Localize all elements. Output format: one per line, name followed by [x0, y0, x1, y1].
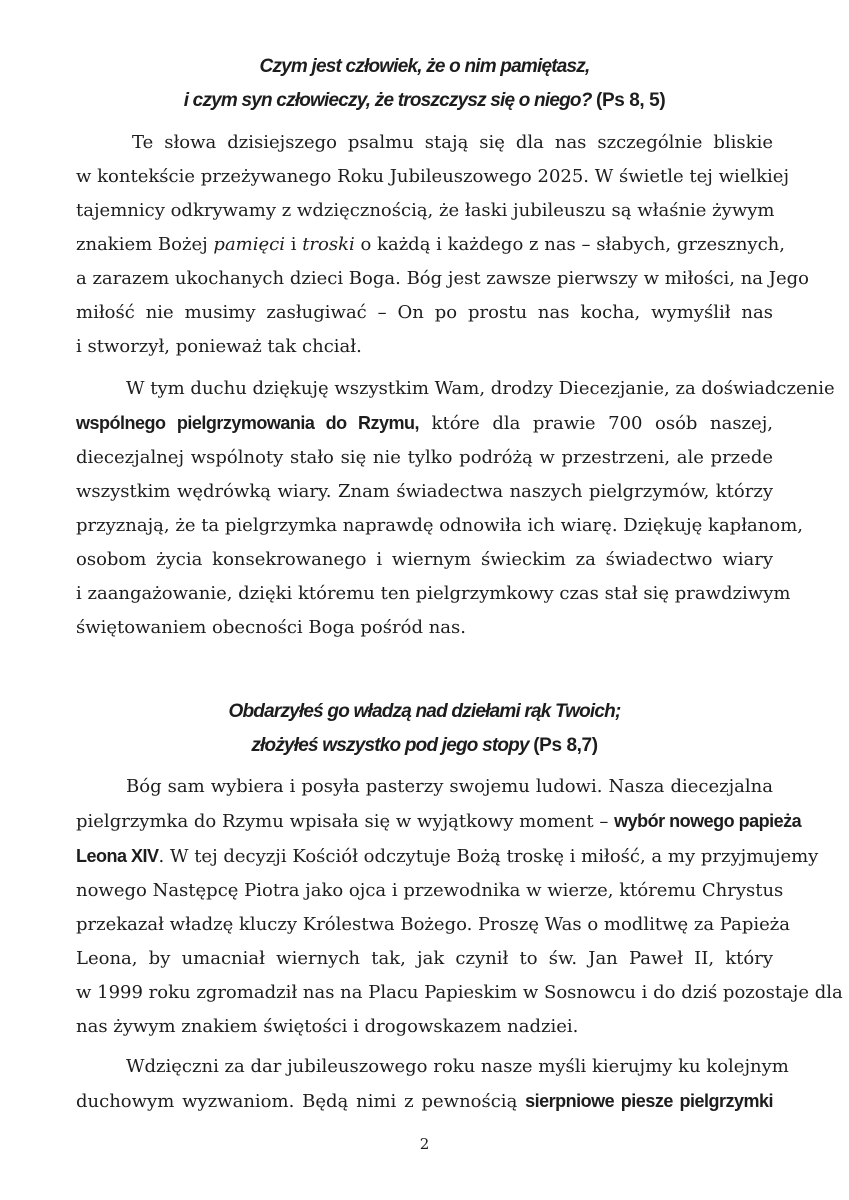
- bold-text: sierpniowe piesze pielgrzymki: [525, 1091, 774, 1111]
- text-line: [76, 406, 773, 441]
- text-line: W tym duchu dziękuję wszystkim Wam, drodzy Diecezjanie, za doświadczenie: [126, 378, 835, 399]
- text-run: które dla prawie 700 osób naszej,: [419, 413, 773, 434]
- text-run: pielgrzymka do Rzymu wpisała się w wyjątkowy moment –: [76, 811, 615, 832]
- italic-word: pamięci: [213, 234, 285, 255]
- heading-line: Obdarzyłeś go władzą nad dziełami rąk Twoich;: [228, 701, 621, 722]
- heading-line: Czym jest człowiek, że o nim pamiętasz,: [259, 56, 590, 77]
- text-line: w 1999 roku zgromadził nas na Placu Papieskim w Sosnowcu i do dziś pozostaje dla: [76, 982, 843, 1003]
- paragraph: [76, 372, 835, 645]
- text-line: [76, 228, 785, 262]
- heading-text: i czym syn człowieczy, że troszczysz się o niego?: [183, 90, 592, 111]
- heading-text: złożyłeś wszystko pod jego stopy: [251, 735, 529, 756]
- text-line: przyznają, że ta pielgrzymka naprawdę odnowiła ich wiarę. Dziękuję kapłanom,: [76, 515, 803, 536]
- text-line: Leona, by umacniał wiernych tak, jak czynił to św. Jan Paweł II, który: [76, 948, 773, 969]
- italic-word: troski: [302, 234, 355, 255]
- section-2-heading: [76, 695, 773, 763]
- text-run: duchowym wyzwaniom. Będą nimi z pewnością: [76, 1091, 526, 1112]
- text-line: w kontekście przeżywanego Roku Jubileuszowego 2025. W świetle tej wielkiej: [76, 166, 790, 187]
- text-run: znakiem Bożej: [76, 234, 214, 255]
- heading-line: [76, 729, 773, 763]
- text-line: [76, 804, 802, 839]
- text-line: [76, 1084, 773, 1119]
- text-run: i: [285, 234, 303, 255]
- text-line: osobom życia konsekrowanego i wiernym świeckim za świadectwo wiary: [76, 549, 773, 570]
- paragraph: [76, 770, 843, 1044]
- psalm-reference: (Ps 8,7): [533, 735, 598, 756]
- text-line: Bóg sam wybiera i posyła pasterzy swojemu ludowi. Nasza diecezjalna: [126, 776, 773, 797]
- text-line: a zarazem ukochanych dzieci Boga. Bóg jest zawsze pierwszy w miłości, na Jego: [76, 268, 809, 289]
- paragraph: [76, 1050, 789, 1119]
- text-line: nas żywym znakiem świętości i drogowskazem nadziei.: [76, 1016, 579, 1037]
- text-line: przekazał władzę kluczy Królestwa Bożego. Proszę Was o modlitwę za Papieża: [76, 914, 790, 935]
- bold-text: Leona XIV: [76, 846, 159, 866]
- text-line: tajemnicy odkrywamy z wdzięcznością, że łaski jubileuszu są właśnie żywym: [76, 200, 775, 221]
- bold-text: wspólnego pielgrzymowania do Rzymu,: [76, 413, 420, 433]
- text-line: Wdzięczni za dar jubileuszowego roku nasze myśli kierujmy ku kolejnym: [126, 1056, 789, 1077]
- text-line: i stworzył, ponieważ tak chciał.: [76, 336, 362, 357]
- paragraph: [76, 126, 809, 364]
- text-line: [76, 839, 819, 874]
- text-line: świętowaniem obecności Boga pośród nas.: [76, 617, 466, 638]
- page-number: 2: [419, 1135, 430, 1153]
- text-line: i zaangażowanie, dzięki któremu ten pielgrzymkowy czas stał się prawdziwym: [76, 583, 791, 604]
- text-line: miłość nie musimy zasługiwać – On po prostu nas kocha, wymyślił nas: [76, 302, 773, 323]
- text-line: wszystkim wędrówką wiary. Znam świadectwa naszych pielgrzymów, którzy: [76, 481, 773, 502]
- heading-line: [76, 84, 773, 118]
- psalm-reference: (Ps 8, 5): [596, 90, 666, 111]
- text-line: nowego Następcę Piotra jako ojca i przewodnika w wierze, któremu Chrystus: [76, 880, 784, 901]
- text-run: . W tej decyzji Kościół odczytuje Bożą troskę i miłość, a my przyjmujemy: [158, 846, 819, 867]
- text-run: o każdą i każdego z nas – słabych, grzesznych,: [354, 234, 785, 255]
- section-1-heading: [76, 50, 773, 118]
- text-line: diecezjalnej wspólnoty stało się nie tylko podróżą w przestrzeni, ale przede: [76, 447, 773, 468]
- bold-text: wybór nowego papieża: [614, 811, 802, 831]
- text-line: Te słowa dzisiejszego psalmu stają się dla nas szczególnie bliskie: [132, 132, 773, 153]
